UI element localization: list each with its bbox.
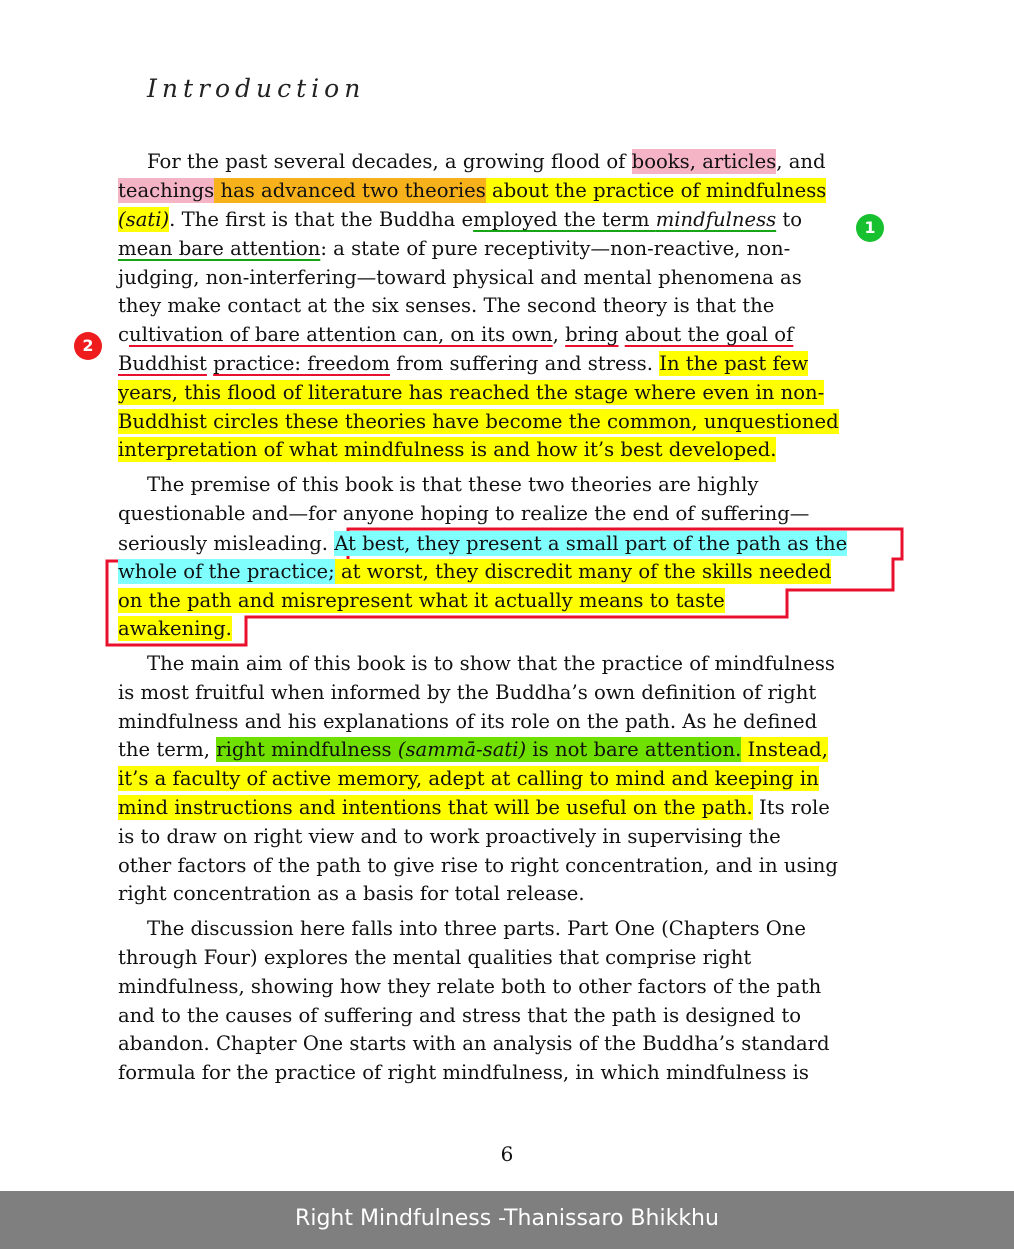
highlight-yellow: on the path and misrepresent what it actually means to taste [118,589,725,612]
text-line: they make contact at the six senses. The second theory is that the [118,294,775,317]
highlight-yellow: In the past few [659,352,809,375]
footer-title: Right Mindfulness -Thanissaro Bhikkhu [295,1206,719,1231]
text-line: questionable and—for anyone hoping to realize the end of suffering— [118,502,810,525]
highlight-yellow: mind instructions and intentions that will be useful on the path. [118,796,753,819]
red-underline: ultivation of bare attention can, on its own [128,323,553,346]
text-line: is to draw on right view and to work proactively in supervising the [118,825,781,848]
highlight-yellow: Instead, [741,738,828,761]
highlight-yellow: about the practice of mindfulness [485,179,827,202]
highlight-green: right mindfulness (sammā-sati) is not bare attention. [216,738,742,761]
text-line: mean bare attention: a state of pure receptivity—non-reactive, non- [118,237,791,260]
text-line [118,557,831,586]
text-line [118,614,232,643]
text-line: abandon. Chapter One starts with an analysis of the Buddha’s standard [118,1032,830,1055]
highlight-pink: books, articles [631,150,777,173]
text-line: through Four) explores the mental qualities that comprise right [118,946,752,969]
highlight-yellow: years, this flood of literature has reached the stage where even in non- [118,381,825,404]
annotation-badge-2[interactable]: 2 [74,332,102,360]
text-line: is most fruitful when informed by the Buddha’s own definition of right [118,681,817,704]
green-underline: mean bare attention [118,237,321,260]
highlight-orange: has advanced two theories [220,179,486,202]
highlight-pink: teachings [118,179,215,202]
text-line: judging, non-interfering—toward physical and mental phenomena as [118,266,802,289]
text-line: right concentration as a basis for total release. [118,882,585,905]
text-line [118,764,819,793]
highlight-yellow: (sati) [118,208,170,231]
text-line: The premise of this book is that these two theories are highly [147,473,759,496]
red-underline: Buddhist [118,352,207,375]
highlight-cyan: whole of the practice; [118,560,335,583]
text-line: mind instructions and intentions that will be useful on the path. Its role [118,796,830,819]
highlight-yellow: awakening. [118,617,232,640]
red-underline: about the goal of [624,323,794,346]
text-line: formula for the practice of right mindfulness, in which mindfulness is [118,1061,809,1084]
highlight-yellow: interpretation of what mindfulness is and how it’s best developed. [118,438,777,461]
text-line: (sati). The first is that the Buddha employed the term mindfulness to [118,208,803,231]
text-line: cultivation of bare attention can, on its own, bring about the goal of [118,323,794,346]
text-line: Buddhist practice: freedom from suffering and stress. In the past few [118,352,809,375]
chapter-heading: Introduction [147,74,366,103]
green-underline: mployed the term mindfulness [473,208,777,231]
annotation-badge-1[interactable]: 1 [856,214,884,242]
text-line: other factors of the path to give rise to right concentration, and in using [118,854,838,877]
text-line [118,378,824,407]
text-line: mindfulness, showing how they relate both to other factors of the path [118,975,822,998]
text-line: seriously misleading. At best, they present a small part of the path as the [118,532,848,555]
highlight-yellow: at worst, they discredit many of the skills needed [334,560,832,583]
page-number: 6 [500,1142,514,1166]
text-line [118,176,826,205]
text-line [118,435,776,464]
red-underline: bring [565,323,619,346]
highlight-yellow: it’s a faculty of active memory, adept at calling to mind and keeping in [118,767,819,790]
text-line: The main aim of this book is to show that the practice of mindfulness [147,652,835,675]
text-line: The discussion here falls into three parts. Part One (Chapters One [147,917,807,940]
highlight-cyan: At best, they present a small part of the path as the [334,532,848,555]
highlight-yellow: Buddhist circles these theories have become the common, unquestioned [118,410,839,433]
red-underline: practice: freedom [213,352,390,375]
text-line: For the past several decades, a growing flood of books, articles, and [147,150,826,173]
text-line: and to the causes of suffering and stress that the path is designed to [118,1004,802,1027]
text-line: mindfulness and his explanations of its role on the path. As he defined [118,710,818,733]
text-line: the term, right mindfulness (sammā-sati) is not bare attention. Instead, [118,738,828,761]
text-line [118,407,839,436]
text-line [118,586,725,615]
